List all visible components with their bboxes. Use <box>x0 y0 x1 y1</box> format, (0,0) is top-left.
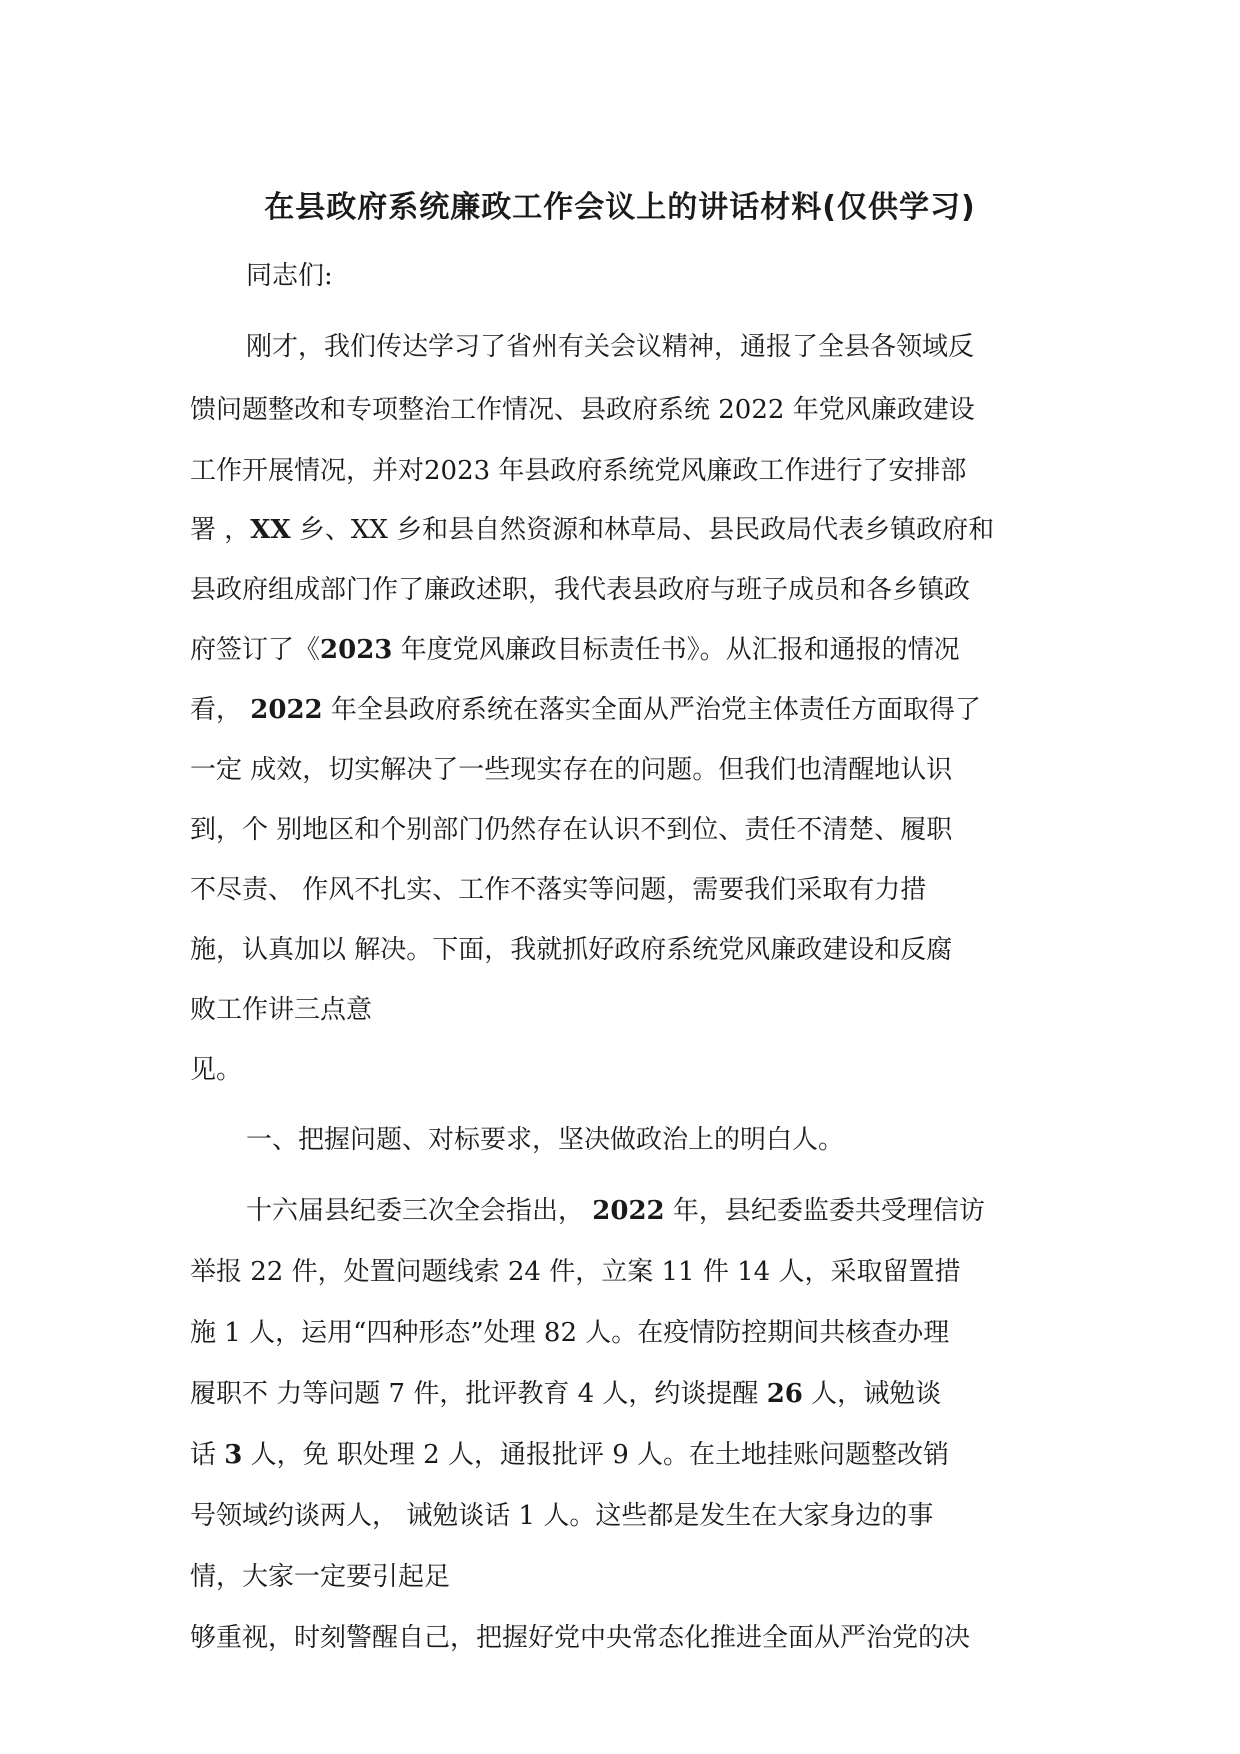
paragraph-line <box>190 750 952 790</box>
text-run: 够重视，时刻警醒自己，把握好党中央常态化推进全面从严治党的决 <box>190 1623 971 1653</box>
text-run: 年，县纪委监委共受理信访 <box>664 1196 985 1226</box>
text-run: 情，大家一定要引起足 <box>190 1562 451 1592</box>
text-run: 施 1 人，运用“四种形态”处理 82 人。在疫情防控期间共核查办理 <box>190 1318 950 1348</box>
text-run: 一定 成效，切实解决了一些现实存在的问题。但我们也清醒地认识 <box>190 755 953 785</box>
text-run: 年全县政府系统在落实全面从严治党主体责任方面取得了 <box>322 695 981 725</box>
paragraph-line <box>190 510 994 550</box>
text-run-bold: 2022 <box>250 695 323 725</box>
text-run: 号领域约谈两人， 诫勉谈话 1 人。这些都是发生在大家身边的事 <box>190 1501 934 1531</box>
text-run: 乡、XX 乡和县自然资源和林草局、县民政局代表乡镇政府和 <box>290 515 995 545</box>
paragraph-line <box>246 1191 985 1231</box>
text-run: 工作开展情况，并对2023 年县政府系统党风廉政工作进行了安排部 <box>190 456 967 486</box>
paragraph-line <box>190 690 981 730</box>
text-run: 看， <box>190 695 251 725</box>
paragraph-line <box>190 1618 970 1658</box>
paragraph-line <box>190 930 952 970</box>
paragraph-line <box>190 1252 960 1292</box>
paragraph-line <box>190 870 926 910</box>
text-run: 年度党风廉政目标责任书》。从汇报和通报的情况 <box>392 635 960 665</box>
paragraph-line <box>190 451 966 491</box>
text-run: 刚才，我们传达学习了省州有关会议精神，通报了全县各领域反 <box>246 332 975 362</box>
paragraph-line <box>190 630 960 670</box>
text-run: 人，免 职处理 2 人，通报批评 9 人。在土地挂账问题整改销 <box>242 1440 950 1470</box>
paragraph-line <box>190 1050 242 1090</box>
paragraph-line <box>190 1313 949 1353</box>
text-run: 人，诫勉谈 <box>802 1379 942 1409</box>
text-run: 不尽责、 作风不扎实、工作不落实等问题，需要我们采取有力措 <box>190 875 927 905</box>
text-run: 县政府组成部门作了廉政述职，我代表县政府与班子成员和各乡镇政 <box>190 575 971 605</box>
text-run-bold: 2022 <box>592 1196 665 1226</box>
paragraph-line <box>190 1557 450 1597</box>
paragraph-line <box>190 390 975 430</box>
paragraph-line <box>190 1496 933 1536</box>
paragraph-line <box>190 990 372 1030</box>
paragraph-line <box>246 327 974 367</box>
document-title: 在县政府系统廉政工作会议上的讲话材料(仅供学习) <box>264 190 976 225</box>
text-run-bold: 2023 <box>320 635 393 665</box>
text-run: 到，个 别地区和个别部门仍然存在认识不到位、责任不清楚、履职 <box>190 815 953 845</box>
text-run: 话 <box>190 1440 225 1470</box>
paragraph-line <box>190 1435 949 1475</box>
text-run: 馈问题整改和专项整治工作情况、县政府系统 2022 年党风廉政建设 <box>190 395 975 425</box>
text-run: 十六届县纪委三次全会指出， <box>246 1196 593 1226</box>
text-run: 履职不 力等问题 7 件，批评教育 4 人，约谈提醒 <box>190 1379 767 1409</box>
salutation: 同志们: <box>246 261 333 291</box>
section-heading: 一、把握问题、对标要求，坚决做政治上的明白人。 <box>246 1125 845 1155</box>
text-run: 施，认真加以 解决。下面，我就抓好政府系统党风廉政建设和反腐 <box>190 935 953 965</box>
text-run: 见。 <box>190 1055 243 1085</box>
text-run: 败工作讲三点意 <box>190 995 373 1025</box>
text-run-bold: XX <box>250 515 291 545</box>
text-run-bold: 3 <box>224 1440 243 1470</box>
paragraph-line <box>190 810 952 850</box>
paragraph-line <box>190 1374 941 1414</box>
paragraph-line <box>190 570 970 610</box>
text-run: 府签订了《 <box>190 635 321 665</box>
text-run: 署 ， <box>190 515 251 545</box>
text-run: 举报 22 件，处置问题线索 24 件，立案 11 件 14 人，采取留置措 <box>190 1257 961 1287</box>
text-run-bold: 26 <box>766 1379 803 1409</box>
